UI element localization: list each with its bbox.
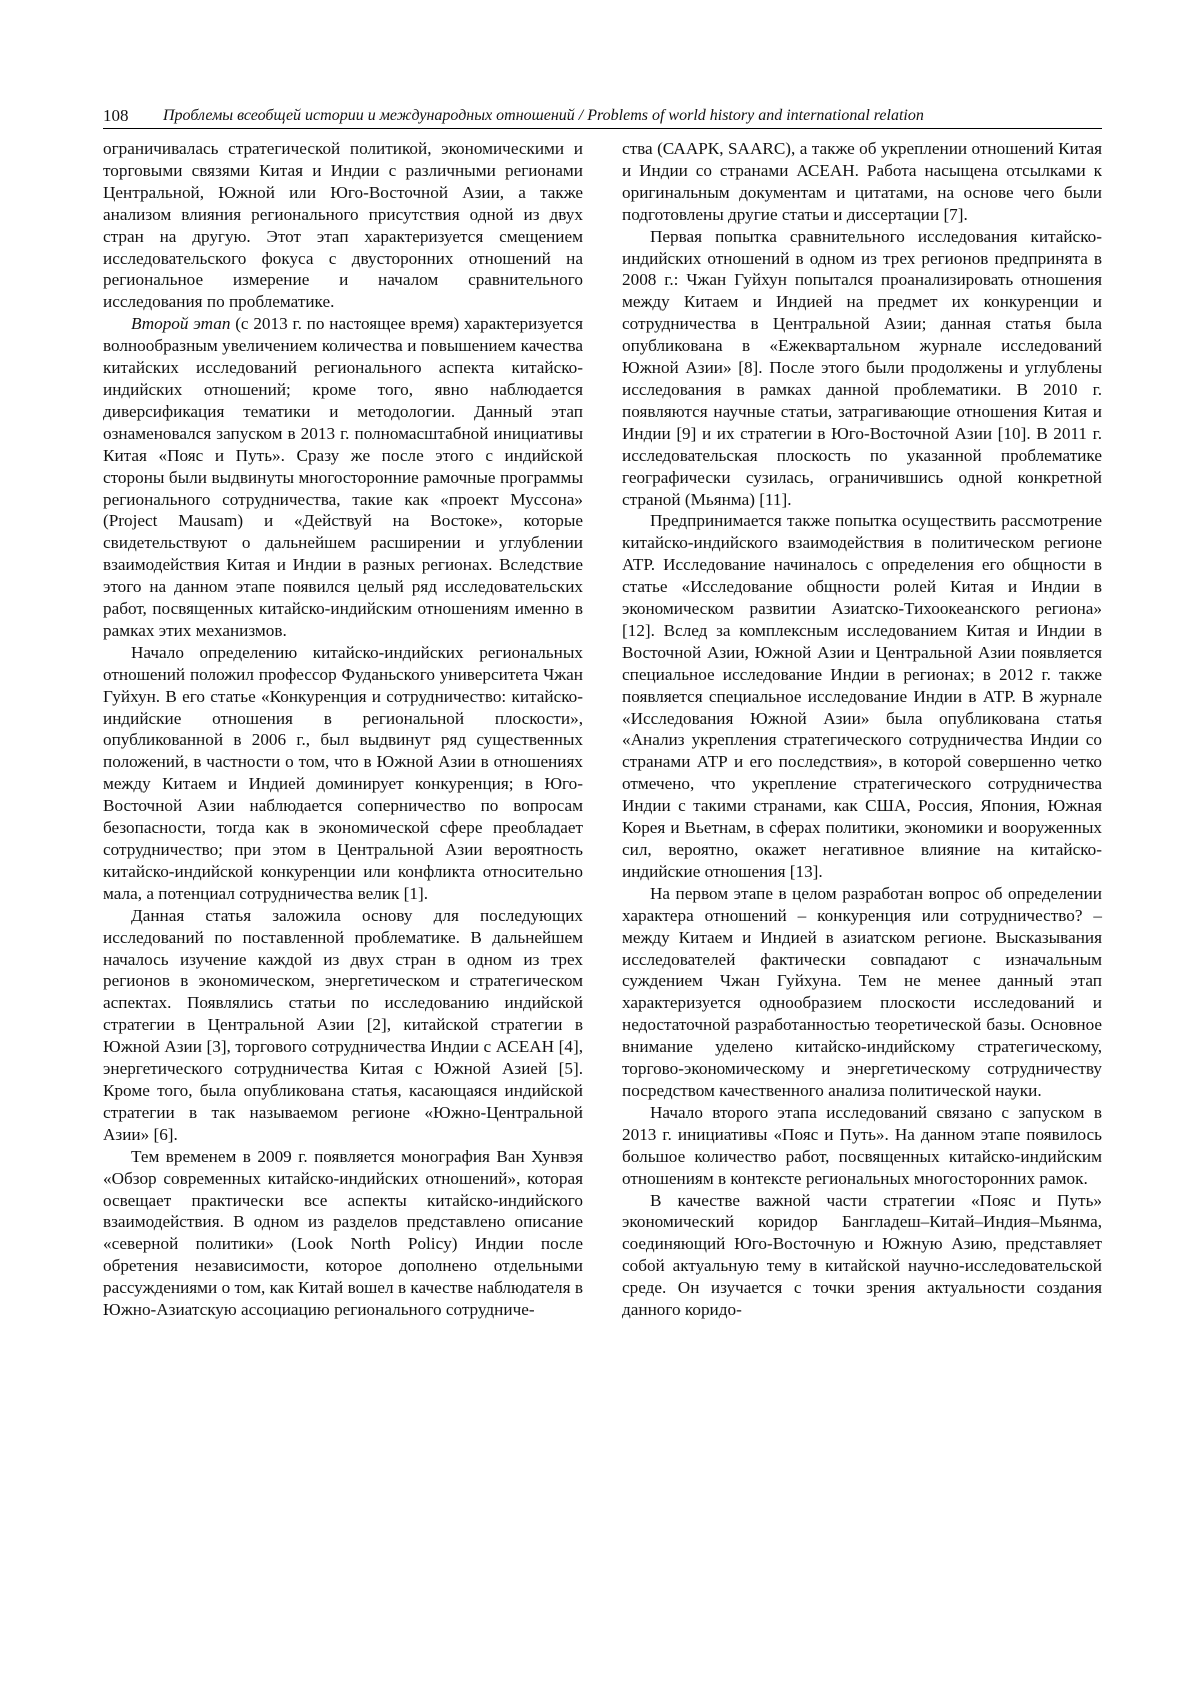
paragraph: Тем временем в 2009 г. появляется монография Ван Хунвэя «Обзор современных китайско-индийских отношений», которая освещает практически все аспекты китайско-индийского взаимодействия. В одном из разделов представлено описание «северной политики» (Look North Policy) Индии после обретения независимости, которое дополнено отдельными рассуждениями о том, как Китай вошел в качестве наблюдателя в Южно-Азиатскую ассоциацию регионального сотрудниче- [103,1146,583,1320]
paragraph: В качестве важной части стратегии «Пояс и Путь» экономический коридор Бангладеш–Китай–Индия–Мьянма, соединяющий Юго-Восточную и Южную Азию, представляет собой актуальную тему в китайской научно-исследовательской среде. Он изучается с точки зрения актуальности создания данного коридо- [622,1190,1102,1320]
right-column [622,138,1102,1321]
paragraph: ства (СААРК, SAARC), а также об укреплении отношений Китая и Индии со странами АСЕАН. Работа насыщена отсылками к оригинальным документам и цитатами, на основе чего были подготовлены другие статьи и диссертации [7]. [622,139,1102,224]
italic-term: Второй этап [131,314,231,334]
paragraph: Начало второго этапа исследований связано с запуском в 2013 г. инициативы «Пояс и Путь». На данном этапе появилось большое количество работ, посвященных китайско-индийским отношениям в контексте региональных многосторонних рамок. [622,1102,1102,1188]
left-column [103,138,583,1321]
running-header [103,102,1102,129]
running-title: Проблемы всеобщей истории и международных отношений / Problems of world history and international relation [163,107,924,124]
page-number: 108 [103,106,129,125]
paragraph: На первом этапе в целом разработан вопрос об определении характера отношений – конкуренция или сотрудничество? – между Китаем и Индией в азиатском регионе. Высказывания исследователей фактически совпадают с изначальным суждением Чжан Гуйхуна. Тем не менее данный этап характеризуется однообразием плоскости исследований и недостаточной разработанностью теоретической базы. Основное внимание уделено китайско-индийскому стратегическому, торгово-экономическому и энергетическому сотрудничеству посредством качественного анализа политической науки. [622,883,1102,1100]
paragraph [103,313,583,642]
paragraph: Предпринимается также попытка осуществить рассмотрение китайско-индийского взаимодействия в политическом регионе АТР. Исследование начиналось с определения его общности в статье «Исследование общности ролей Китая и Индии в экономическом развитии Азиатско-Тихоокеанского региона» [12]. Вслед за комплексным исследованием Китая и Индии в Восточной Азии, Южной Азии и Центральной Азии появляется специальное исследование Индии в регионах; в 2012 г. также появляется специальное исследование Индии в АТР. В журнале «Исследования Южной Азии» была опубликована статья «Анализ укрепления стратегического сотрудничества Индии со странами АТР и его последствия», в которой совершенно четко отмечено, что укрепление стратегического сотрудничества Индии с такими странами, как США, Россия, Япония, Южная Корея и Вьетнам, в сферах политики, экономики и вооруженных сил, вероятно, окажет негативное влияние на китайско-индийские отношения [13]. [622,511,1102,881]
paragraph: Начало определению китайско-индийских региональных отношений положил профессор Фуданьского университета Чжан Гуйхун. В его статье «Конкуренция и сотрудничество: китайско-индийские отношения в региональной плоскости», опубликованной в 2006 г., был выдвинут ряд существенных положений, в частности о том, что в Южной Азии в отношениях между Китаем и Индией доминирует конкуренция; в Юго-Восточной Азии наблюдается соперничество по вопросам безопасности, тогда как в экономической сфере преобладает сотрудничество; при этом в Центральной Азии вероятность китайско-индийской конкуренции или конфликта относительно мала, а потенциал сотрудничества велик [1]. [103,642,583,903]
paragraph: Данная статья заложила основу для последующих исследований по поставленной проблематике. В дальнейшем началось изучение каждой из двух стран в одном из трех регионов в экономическом, энергетическом и стратегическом аспектах. Появлялись статьи по исследованию индийской стратегии в Центральной Азии [2], китайской стратегии в Южной Азии [3], торгового сотрудничества Индии с АСЕАН [4], энергетического сотрудничества Китая с Южной Азией [5]. Кроме того, была опубликована статья, касающаяся индийской стратегии в так называемом регионе «Южно-Центральной Азии» [6]. [103,905,583,1144]
paragraph: Первая попытка сравнительного исследования китайско-индийских отношений в одном из трех регионов предпринята в 2008 г.: Чжан Гуйхун попытался проанализировать отношения между Китаем и Индией на предмет их конкуренции и сотрудничества в Центральной Азии; данная статья была опубликована в «Ежеквартальном журнале исследований Южной Азии» [8]. После этого были продолжены и углублены исследования в рамках данной проблематики. В 2010 г. появляются научные статьи, затрагивающие отношения Китая и Индии [9] и их стратегии в Юго-Восточной Азии [10]. В 2011 г. исследовательская плоскость по указанной проблематике географически сузилась, ограничившись одной конкретной страной (Мьянма) [11]. [622,226,1102,509]
paragraph-text: (с 2013 г. по настоящее время) характеризуется волнообразным увеличением количества и повышением качества китайских исследований регионального аспекта китайско-индийских отношений; кроме того, явно наблюдается диверсификация тематики и методологии. Данный этап ознаменовался запуском в 2013 г. полномасштабной инициативы Китая «Пояс и Путь». Сразу же после этого с индийской стороны были выдвинуты многосторонние рамочные программы регионального сотрудничества, такие как «проект Муссона» (Project Mausam) и «Действуй на Востоке», которые свидетельствуют о дальнейшем расширении и углублении взаимодействия Китая и Индии в разных регионах. Вследствие этого на данном этапе появился целый ряд исследовательских работ, посвященных китайско-индийским отношениям именно в рамках этих механизмов. [103,314,583,640]
paragraph: ограничивалась стратегической политикой, экономическими и торговыми связями Китая и Индии с различными регионами Центральной, Южной или Юго-Восточной Азии, а также анализом влияния регионального присутствия одной из двух стран на другую. Этот этап характеризуется смещением исследовательского фокуса с двусторонних отношений на региональное измерение и началом сравнительного исследования по проблематике. [103,139,583,312]
